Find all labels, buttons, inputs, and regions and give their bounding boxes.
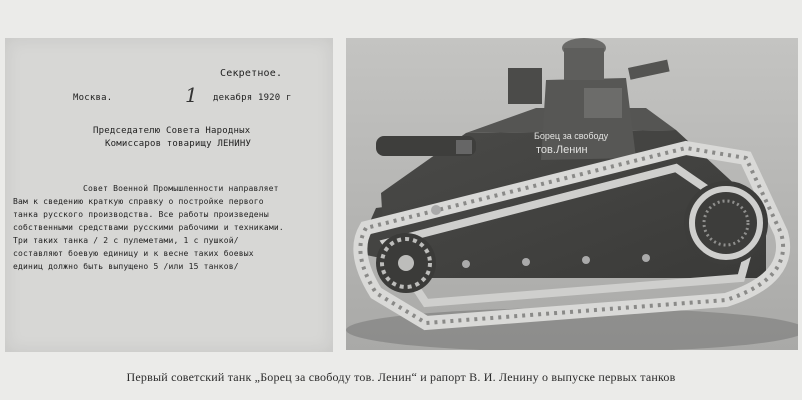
body-line: собственными средствами русскими рабочими и техниками. [13, 223, 284, 232]
hull-inscription-1: Борец за свободу [534, 131, 609, 141]
body-line: Три таких танка / 2 с пулеметами, 1 с пушкой/ [13, 236, 239, 245]
tank-illustration [346, 38, 798, 350]
addressee-line-2: Комиссаров товарищу ЛЕНИНУ [105, 139, 252, 149]
document-day-number: 1 [185, 83, 198, 107]
body-line: Вам к сведению краткую справку о постройке первого [13, 197, 264, 206]
body-line: танка русского производства. Все работы произведены [13, 210, 269, 219]
figure-caption: Первый советский танк „Борец за свободу тов. Ленин“ и рапорт В. И. Ленину о выпуске первых танков [126, 370, 676, 384]
body-line: единиц должно быть выпущено 5 /или 15 танков/ [13, 262, 239, 271]
body-line: составляют боевую единицу и к весне таких боевых [13, 249, 254, 258]
secret-stamp: Секретное. [220, 68, 283, 79]
idler-wheel [684, 181, 768, 265]
body-line: Совет Военной Промышленности направляет [83, 184, 279, 193]
document-date: декабря 1920 г [213, 93, 292, 103]
report-document-photo [5, 38, 333, 352]
hull-inscription-2: тов.Ленин [536, 144, 588, 156]
addressee-line-1: Председателю Совета Народных [93, 126, 251, 136]
document-place: Москва. [73, 93, 113, 103]
tank-photo [346, 38, 798, 350]
